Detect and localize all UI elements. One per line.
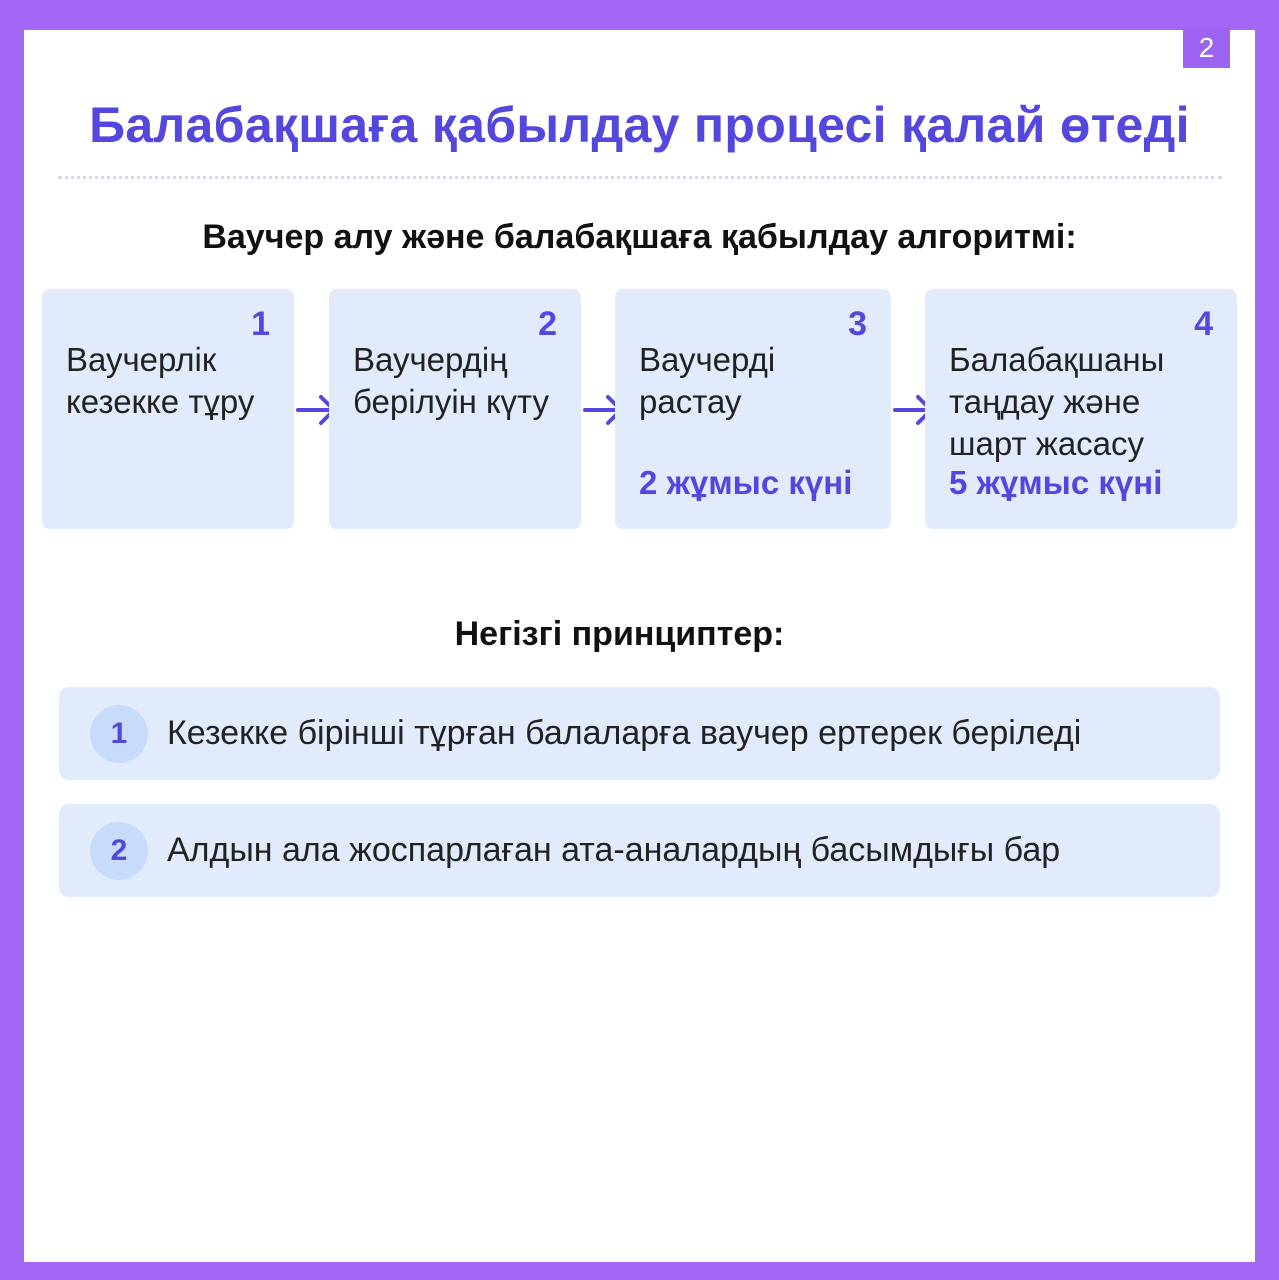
principle-item-2 <box>59 804 1220 897</box>
page-title: Балабақшаға қабылдау процесі қалай өтеді <box>89 97 1190 153</box>
principles-title: Негізгі принциптер: <box>454 615 785 653</box>
step-number: 2 <box>538 305 557 343</box>
step-duration: 2 жұмыс күні <box>639 464 853 501</box>
step-text: Балабақшаны таңдау және шарт жасасу <box>949 341 1165 462</box>
step-box-4 <box>925 289 1237 529</box>
step-text: Ваучердің берілуін күту <box>353 341 549 420</box>
principle-number-badge: 2 <box>90 822 148 880</box>
step-number: 4 <box>1194 305 1213 343</box>
principle-number-badge: 1 <box>90 705 148 763</box>
algorithm-title: Ваучер алу және балабақшаға қабылдау алгоритмі: <box>202 218 1077 256</box>
step-duration: 5 жұмыс күні <box>949 464 1163 501</box>
step-box-1 <box>42 289 294 529</box>
step-text: Ваучерді растау <box>639 341 776 420</box>
step-number: 3 <box>848 305 867 343</box>
principle-text: Алдын ала жоспарлаған ата-аналардың басымдығы бар <box>167 831 1061 869</box>
step-text: Ваучерлік кезекке тұру <box>66 341 255 420</box>
step-box-2 <box>329 289 581 529</box>
principle-text: Кезекке бірінші тұрған балаларға ваучер ертерек беріледі <box>167 714 1082 752</box>
step-box-3 <box>615 289 891 529</box>
step-number: 1 <box>251 305 270 343</box>
principle-item-1 <box>59 687 1220 780</box>
title-divider <box>58 176 1222 179</box>
page-number-badge: 2 <box>1183 28 1230 68</box>
